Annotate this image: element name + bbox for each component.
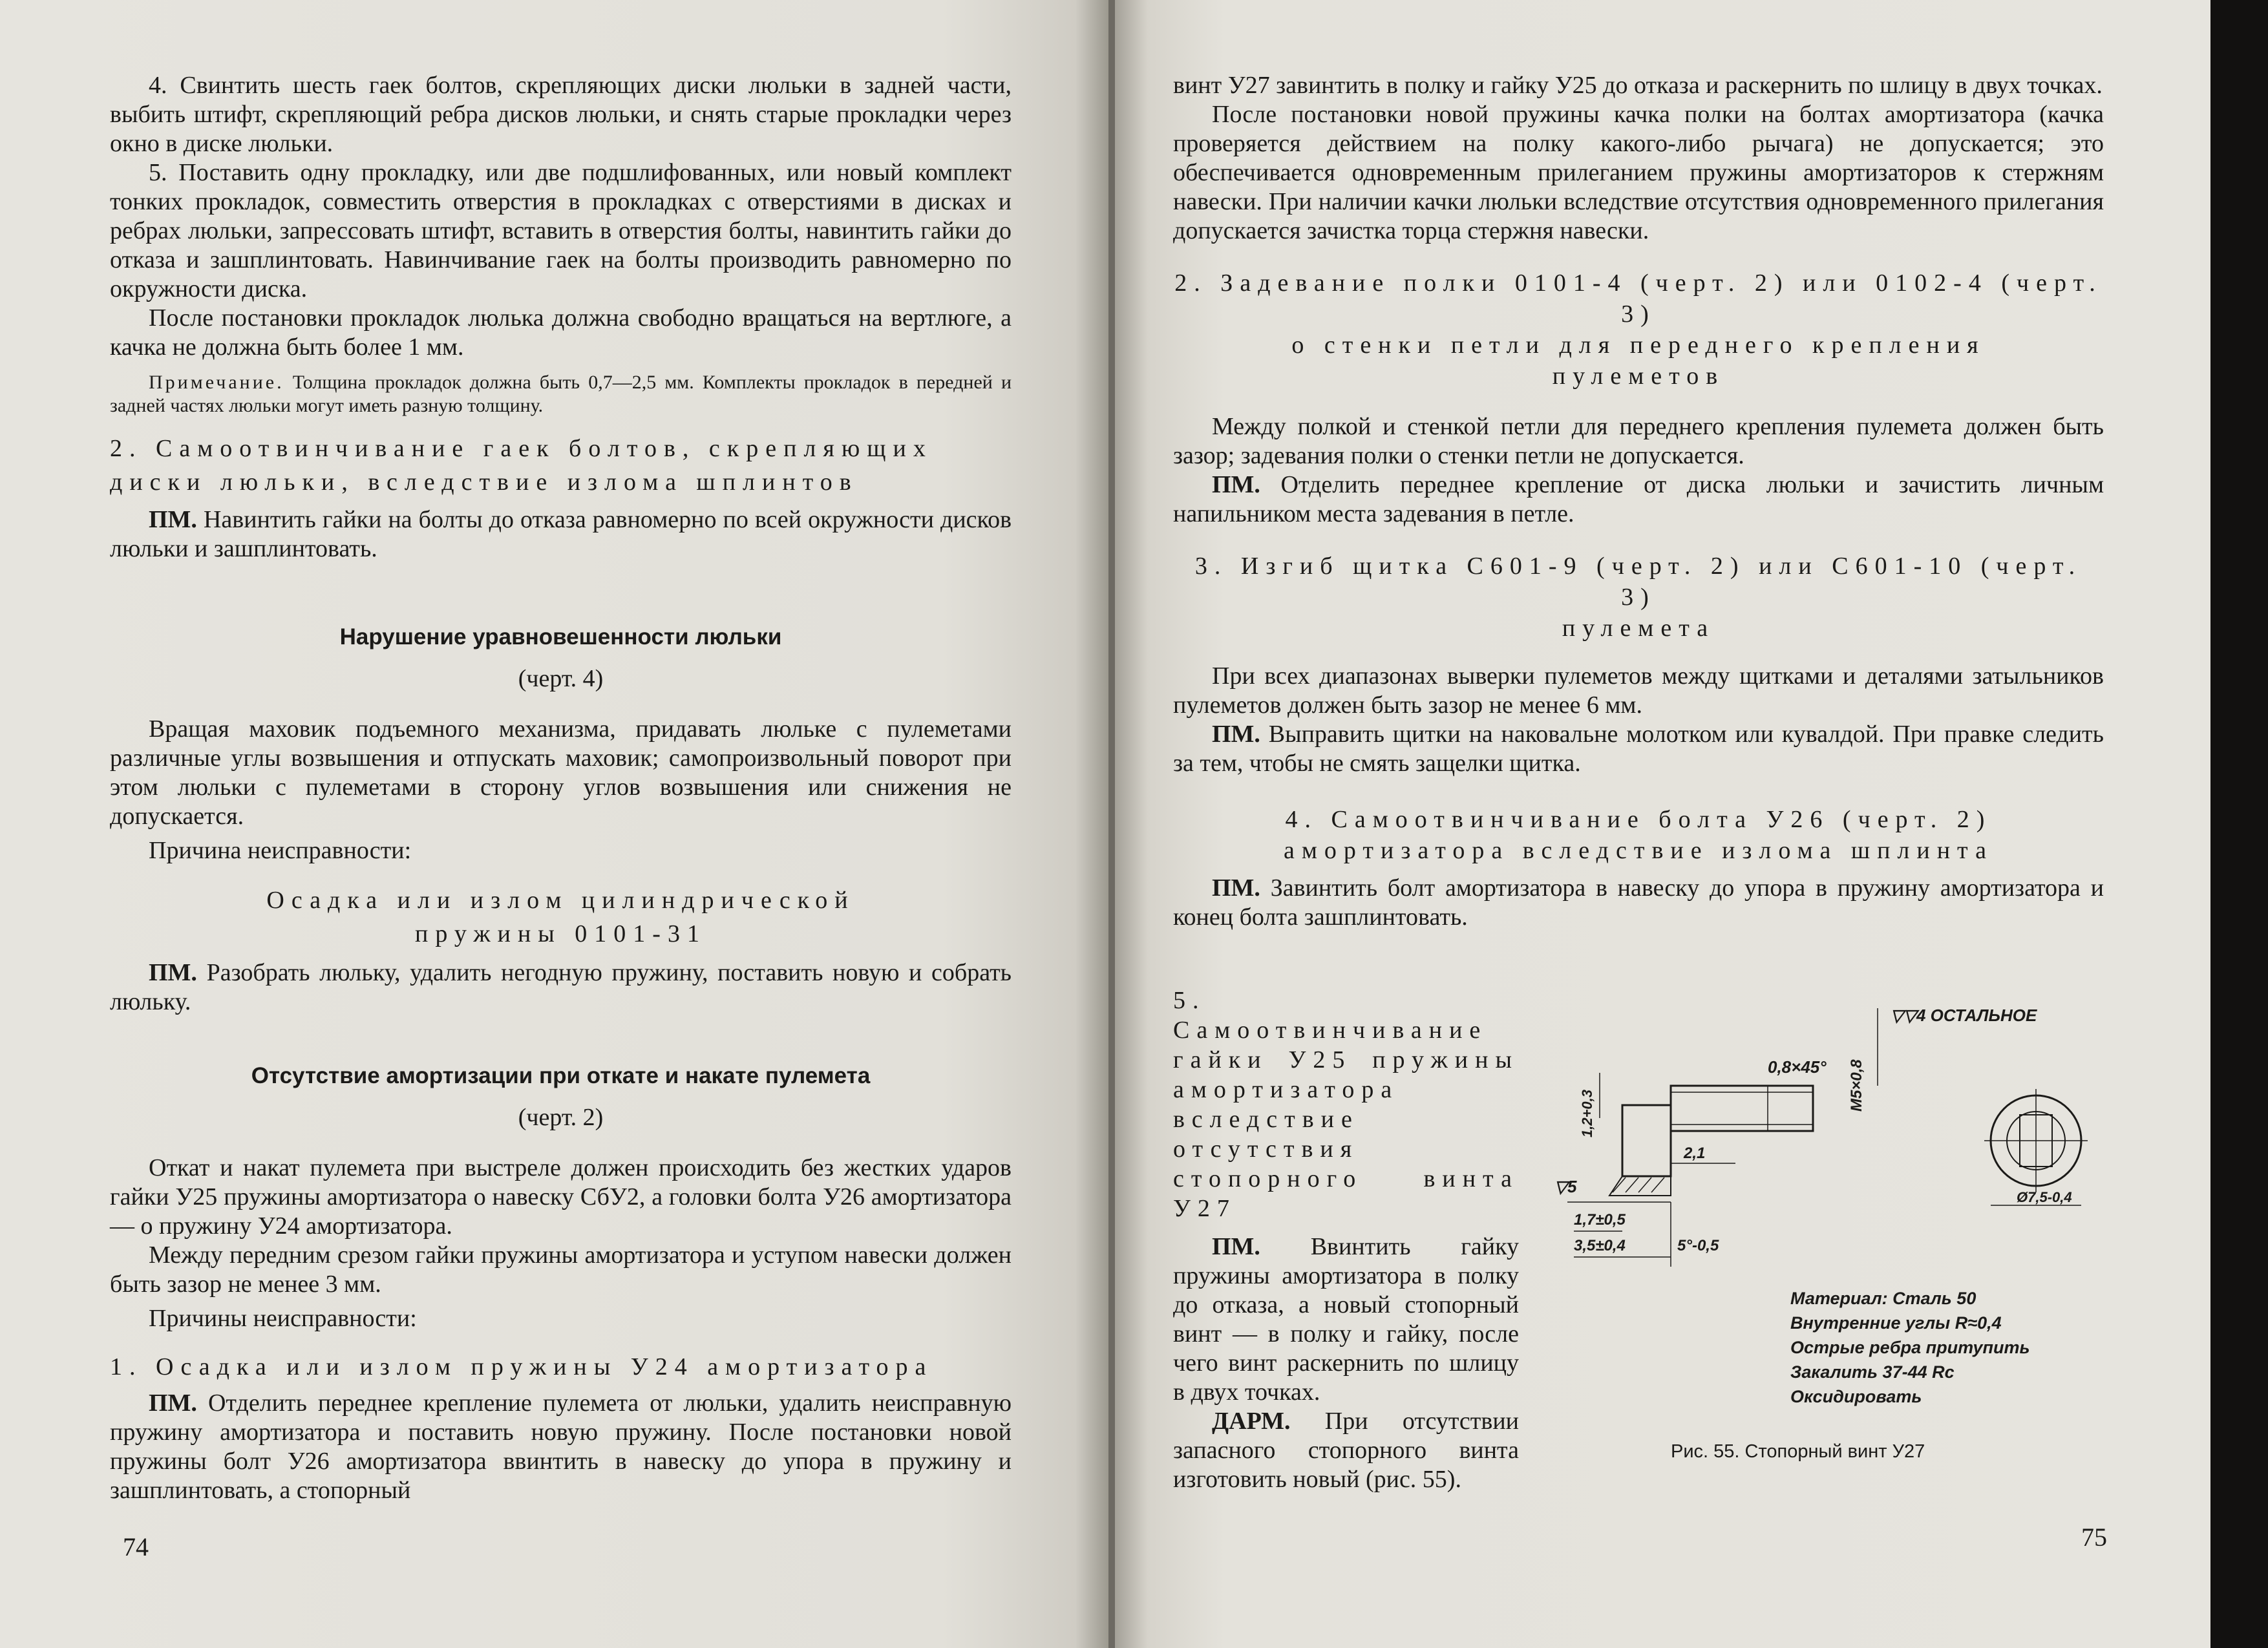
fault-4-pm	[1173, 874, 2104, 932]
screw-head-outline	[1622, 1105, 1671, 1176]
pm-label: ПМ.	[1212, 874, 1260, 902]
section-1-fault: Осадка или излом цилиндрической пружины 0101-31	[266, 887, 855, 947]
pm-text: Отделить переднее крепление от диска люльки и зачистить личным напильником места задевания в петле.	[1173, 471, 2104, 527]
fault-4-title-line-2: амортизатора вследствие излома шплинта	[1284, 837, 1993, 864]
pm-text: Разобрать люльку, удалить негодную пружину, поставить новую и собрать люльку.	[110, 959, 1012, 1015]
scan-dark-edge	[2210, 0, 2268, 1648]
item-5-text: 5. Поставить одну прокладку, или две подшлифованных, или новый комплект тонких прокладок, совместить отверстия в прокладках с отверстиями в дисках и ребрах люльки, запрессовать штифт, вставить в отверстия болты, навинтить гайки до отказа и зашплинтовать. Навинчивание гаек на болты производить равномерно по окружности диска.	[110, 159, 1012, 302]
pm-label: ПМ.	[1212, 1233, 1260, 1260]
page-75	[1115, 0, 2210, 1648]
continued-paragraph: винт У27 завинтить в полку и гайку У25 до отказа и раскернить по шлицу в двух точках.	[1173, 72, 2103, 99]
fault-2-title-line-3: пулеметов	[1552, 363, 1725, 390]
note	[110, 371, 1012, 417]
note-sharp-edges: Острые ребра притупить	[1790, 1338, 2030, 1357]
section-2-pm	[110, 1389, 1012, 1505]
pm-text: Завинтить болт амортизатора в навеску до упора в пружину амортизатора и конец болта зашплинтовать.	[1173, 874, 2104, 931]
pm-label: ПМ.	[149, 1389, 197, 1417]
fault-2-pm	[110, 505, 1012, 564]
stopper-screw-drawing	[1542, 1008, 2110, 1280]
note-hardening: Закалить 37-44 Rc	[1790, 1362, 1955, 1382]
figure-55-drawing	[1542, 1008, 2110, 1280]
page-number: 75	[2081, 1523, 2107, 1552]
note-material: Материал: Сталь 50	[1790, 1289, 1977, 1308]
hatch-line	[1651, 1178, 1664, 1192]
fault-2-pm	[1173, 470, 2104, 529]
note-inner-angles: Внутренние углы R≈0,4	[1790, 1313, 2002, 1333]
fault-3-title-line-2: пулемета	[1562, 615, 1715, 642]
note-label: Примечание.	[149, 372, 284, 393]
hatch-line	[1638, 1178, 1651, 1192]
fault-5-column	[1173, 986, 1519, 1494]
after-gaskets-text: После постановки прокладок люлька должна свободно вращаться на вертлюге, а качка не должна быть более 1 мм.	[110, 304, 1012, 361]
section-2-paragraph-1: Откат и накат пулемета при выстреле должен происходить без жестких ударов гайки У25 пружины амортизатора о навеску СбУ2, а головки болта У26 амортизатора — о пружину У24 амортизатора.	[110, 1154, 1012, 1240]
fault-3-paragraph: При всех диапазонах выверки пулеметов между щитками и деталями затыльников пулеметов должен быть зазор не менее 6 мм.	[1173, 662, 2104, 719]
tolerance-label-1: 1,7±0,5	[1574, 1211, 1626, 1229]
hatch-line	[1626, 1178, 1638, 1192]
section-ref: (черт. 2)	[518, 1104, 604, 1131]
pm-label: ПМ.	[149, 959, 197, 986]
figure-notes	[1790, 1286, 2081, 1409]
fault-2-title: 2. Самоотвинчивание гаек болтов, скрепляющих диски люльки, вследствие излома шплинтов	[110, 435, 933, 496]
hatch-line	[1613, 1178, 1626, 1192]
height-label: 1,2+0,3	[1579, 1089, 1595, 1137]
page-number: 74	[123, 1532, 149, 1561]
diameter-label: Ø7,5-0,4	[2017, 1189, 2072, 1205]
tolerance-label-2: 3,5±0,4	[1574, 1237, 1626, 1254]
figure-caption: Рис. 55. Стопорный винт У27	[1671, 1441, 1925, 1462]
page-74	[0, 0, 1108, 1648]
fault-3-pm	[1173, 720, 2104, 778]
fault-5-title: 5. Самоотвинчивание гайки У25 пружины амортизатора вследствие отсутствия стопорного винта У27	[1173, 987, 1519, 1222]
pm-text: Отделить переднее крепление пулемета от люльки, удалить неисправную пружину амортизатора и поставить новую пружину. После постановки новой пружины болт У26 амортизатора ввинтить в навеску до упора в пружину и зашплинтовать, а стопорный	[110, 1389, 1012, 1504]
fault-2-title-line-2: о стенки петли для переднего крепления	[1291, 332, 1986, 359]
screw-end-view	[1984, 1089, 2088, 1205]
angle-label: 5°-0,5	[1677, 1237, 1719, 1254]
right-column	[1173, 71, 2104, 932]
pm-text: Ввинтить гайку пружины амортизатора в полку до отказа, а новый стопорный винт — в полку и гайку, после чего винт раскернить по шлицу в двух точках.	[1173, 1233, 1519, 1406]
section-2-paragraph-2: Между передним срезом гайки пружины амортизатора и уступом навески должен быть зазор не менее 3 мм.	[110, 1241, 1012, 1298]
darm-label: ДАРМ.	[1212, 1408, 1291, 1435]
item-4-text: 4. Свинтить шесть гаек болтов, скрепляющих диски люльки в задней части, выбить штифт, скрепляющий ребра дисков люльки, и снять старые прокладки через окно в диске люльки.	[110, 72, 1012, 157]
pm-text: Выправить щитки на наковальне молотком или кувалдой. При правке следить за тем, чтобы не смять защелки щитка.	[1173, 721, 2104, 777]
finish-label: ▽5	[1554, 1177, 1577, 1196]
section-ref: (черт. 4)	[518, 665, 604, 692]
note-text: Толщина прокладок должна быть 0,7—2,5 мм. Комплекты прокладок в передней и задней частях люльки могут иметь разную толщину.	[110, 372, 1012, 416]
section-title-balance: Нарушение уравновешенности люльки	[339, 624, 782, 650]
finish-rest-label: ▽▽4 ОСТАЛЬНОЕ	[1891, 1008, 2037, 1025]
length-label: 2,1	[1684, 1145, 1706, 1162]
section-1-paragraph: Вращая маховик подъемного механизма, придавать люльке с пулеметами различные углы возвышения и отпускать маховик; самопроизвольный поворот при этом люльки с пулеметами в сторону углов возвышения или снижения не допускается.	[110, 715, 1012, 830]
causes-label: Причины неисправности:	[149, 1305, 417, 1332]
fault-2-title-line-1: 2. Задевание полки 0101-4 (черт. 2) или 0102-4 (черт. 3)	[1174, 269, 2103, 328]
section-1-pm	[110, 958, 1012, 1017]
fault-3-title-line-1: 3. Изгиб щитка С601-9 (черт. 2) или С601-10 (черт. 3)	[1194, 553, 2083, 611]
note-oxidize: Оксидировать	[1790, 1387, 1922, 1406]
left-column	[110, 71, 1012, 1505]
chamfer-label: 0,8×45°	[1768, 1057, 1827, 1077]
section-2-fault-1: 1. Осадка или излом пружины У24 амортизатора	[110, 1353, 933, 1380]
cause-label: Причина неисправности:	[149, 837, 412, 864]
fault-5-pm	[1173, 1232, 1519, 1407]
after-spring-paragraph: После постановки новой пружины качка полки на болтах амортизатора (качка проверяется действием на полку какого-либо рычага) не допускается; это обеспечивается одновременным прилеганием пружины амортизаторов к стержням навески. При наличии качки люльки вследствие отсутствия одновременного прилегания допускается зачистка торца стержня навески.	[1173, 101, 2104, 244]
darm-text: При отсутствии запасного стопорного винта изготовить новый (рис. 55).	[1173, 1408, 1520, 1493]
fault-4-title-line-1: 4. Самоотвинчивание болта У26 (черт. 2)	[1285, 806, 1992, 833]
fault-5-darm	[1173, 1407, 1519, 1494]
pm-text: Навинтить гайки на болты до отказа равномерно по всей окружности дисков люльки и зашплинтовать.	[110, 506, 1012, 562]
pm-label: ПМ.	[1212, 471, 1260, 498]
pm-label: ПМ.	[1212, 721, 1260, 748]
fault-2-paragraph: Между полкой и стенкой петли для переднего крепления пулемета должен быть зазор; задевания полки о стенки петли не допускается.	[1173, 413, 2104, 469]
thread-label: M5×0,8	[1848, 1059, 1865, 1112]
pm-label: ПМ.	[149, 506, 197, 533]
section-title-amortization: Отсутствие амортизации при откате и накате пулемета	[251, 1063, 871, 1088]
